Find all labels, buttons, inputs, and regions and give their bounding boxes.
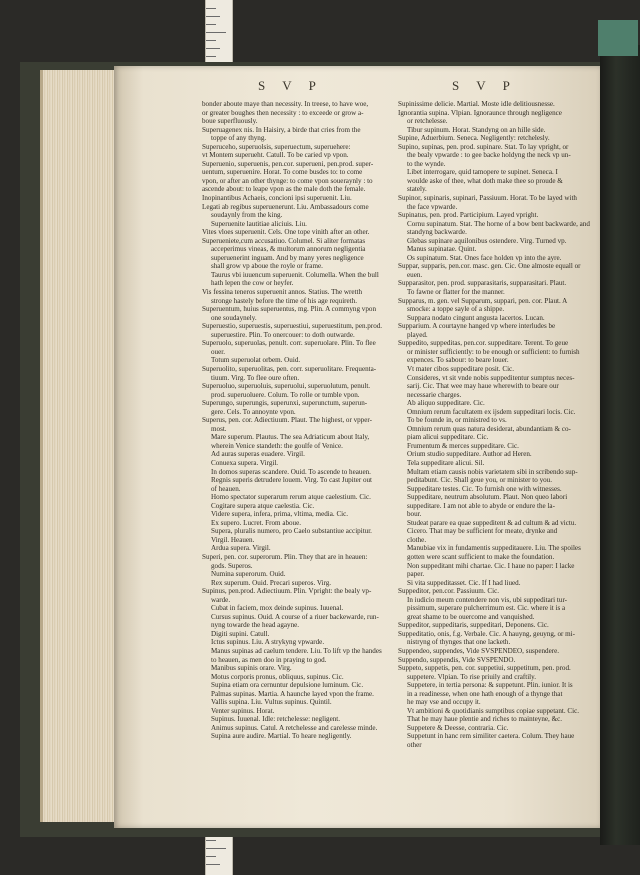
entry-line: stronge hastely before the time of his age requireth. — [211, 296, 357, 305]
entry-line: Tibur supinum. Horat. Standyng on an hille side. — [407, 125, 546, 134]
entry-line: uentum, superuenire. Horat. To come busdes to: to come — [202, 168, 363, 177]
entry-line: Multam etiam causis nobis varietatem sibi in scribendo sup- — [407, 467, 578, 476]
entry-line: Suppeditare testes. Cic. To furnish one with witnesses. — [407, 484, 562, 493]
entry-line: vt Montem superueht. Catull. To be caried vp vpon. — [202, 151, 349, 160]
entry-line: Supparium. A courtayne hanged vp where interludes be — [398, 322, 556, 331]
entry-line: Palmas supinas. Martia. A haunche layed vpon the frame. — [211, 689, 374, 698]
entry-line: Suppeditor, suppeditaris, suppeditari, Deponens. Cic. — [398, 621, 549, 630]
entry-line: Glebas supinare aquilonibus ostendere. Virg. Turned vp. — [407, 236, 567, 245]
entry-line: prod. superuoluere. Colum. To rolle or tumble vpon. — [211, 390, 360, 399]
entry-line: shall grow vp aboue the royle or frame. — [211, 262, 323, 271]
entry-line: Supino, supinas, pen. prod. supinare. Stat. To lay vpright, or — [398, 142, 569, 151]
entry-line: Superuagenex nis. In Haisiry, a birde that cries from the — [202, 125, 361, 134]
entry-line: bonder aboute maye than necessity. In treese, to have woe, — [202, 100, 369, 108]
entry-line: Superueniete,cum accusatiuo. Columel. Si aliter formatas — [202, 236, 366, 245]
entry-line: superuestire. Plin. To onercouer: to doth outwarde. — [211, 330, 355, 339]
entry-line: Homo spectator superarum rerum atque caelestium. Cic. — [211, 493, 371, 502]
entry-line: In domos superas scandere. Ouid. To ascende to heauen. — [211, 467, 371, 476]
entry-line: Ictus supinus. Liu. A strykyng vpwarde. — [211, 638, 325, 647]
dictionary-column-left — [202, 100, 398, 741]
entry-line: Si vita suppeditasset. Cic. If I had liued. — [407, 578, 521, 587]
entry-line: great shame to be ouercome and vanquished. — [407, 612, 535, 621]
entry-line: Superuolito, superuolitas, pen. corr. superuolitare. Frequenta- — [202, 364, 377, 373]
entry-line: Motus corporis pronus, obliquus, supinus. Cic. — [211, 672, 344, 681]
entry-line: expences. To sabour: to beare louer. — [407, 356, 509, 365]
entry-line: acceperimus vineas, & multorum annorum negligentia — [211, 245, 366, 254]
entry-line: Cogitare supera atque caelestia. Cic. — [211, 501, 315, 510]
entry-line: Cursus supinus. Ouid. A course of a riuer backewarde, run- — [211, 612, 379, 621]
entry-line: Superuolo, superuolas, penult. corr. superuolare. Plin. To flee — [202, 339, 376, 348]
entry-line: vpon, or after an other thynge: to come vpon soueraynly : to — [202, 176, 373, 185]
dictionary-column-right — [398, 100, 594, 750]
entry-line: Suppara nodato cingunt angusta lacertos. Lucan. — [407, 313, 545, 322]
entry-line: Omnium rerum facultatem ex ijsdem suppeditari locis. Cic. — [407, 407, 576, 416]
entry-line: Totum superuolat orbem. Ouid. — [211, 356, 301, 365]
entry-line: other — [407, 741, 422, 750]
entry-line: Studeat parare ea quae suppeditent & ad cultum & ad victu. — [407, 518, 577, 527]
entry-line: Non suppeditant mihi chartae. Cic. I haue no paper: I lacke — [407, 561, 575, 570]
entry-line: Suppeditare, neutrum absolutum. Plaut. Non queo labori — [407, 493, 568, 502]
entry-line: standyng backwarde. — [407, 228, 467, 237]
entry-line: Suppeto, suppetis, pen. cor. suppetiui, suppetitum, pen. prod. — [398, 664, 571, 673]
entry-line: To be founde in, or ministred to vs. — [407, 416, 507, 425]
entry-line: Regnis superis detrudere louem. Virg. To cast Jupiter out — [211, 476, 373, 485]
entry-line: Conuexa supera. Virgil. — [211, 458, 279, 467]
entry-line: Supine, Aduerbium. Seneca. Negligently: retchelesly. — [398, 134, 550, 143]
entry-line: necessarie charges. — [407, 390, 462, 399]
entry-line: hath lepen the cow or heyfer. — [211, 279, 294, 288]
ruler-bottom — [205, 832, 233, 875]
entry-line: Manibus supinis orare. Virg. — [211, 664, 292, 673]
entry-line: Orium studio suppeditare. Author ad Heren. — [407, 450, 532, 459]
entry-line: most. — [211, 424, 227, 433]
entry-line: To fawne or flatter for the manner. — [407, 288, 505, 297]
entry-line: Cubat in faciem, mox deinde supinus. Iuuenal. — [211, 604, 344, 613]
entry-line: Supinor, supinaris, supinari, Passiuum. Horat. To be layed with — [398, 194, 577, 203]
entry-line: Cicero. That may be sufficient for meate, drynke and — [407, 527, 558, 536]
entry-line: or minister sufficiently: to be enough or sufficient: to furnish — [407, 347, 580, 356]
entry-line: In iudicio meum contendere non vis, ubi suppeditari tur- — [407, 595, 568, 604]
entry-line: of heauen. — [211, 484, 241, 493]
entry-line: Supina etiam ora cernuntur depulsione luminum. Cic. — [211, 681, 364, 690]
entry-line: Superuoluo, superuoluis, superuolui, superuolutum, penult. — [202, 382, 371, 391]
entry-line: euen. — [407, 270, 423, 279]
entry-line: Superi, pen. cor. superorum. Plin. They that are in heauen: — [202, 552, 368, 561]
entry-line: That he may haue plentie and riches to mainteyne, &c. — [407, 715, 563, 724]
book-fore-edge — [600, 45, 640, 845]
entry-line: one soudaynely. — [211, 313, 257, 322]
entry-line: Manus supinas ad caelum tendere. Liu. To lift vp the handes — [211, 647, 382, 655]
entry-line: Suppetere & Deesse, contraria. Cic. — [407, 723, 509, 732]
entry-line: piam alicui suppeditare. Cic. — [407, 433, 489, 442]
entry-line: Suppeditatio, onis, f.g. Verbale. Cic. A hauyng, geuyng, or mi- — [398, 629, 575, 638]
entry-line: Numina superorum. Ouid. — [211, 570, 286, 579]
entry-line: Venter supinus. Horat. — [211, 706, 275, 715]
entry-line: paper. — [407, 570, 425, 579]
entry-line: Superungo, superungis, superunxi, superunctum, superun- — [202, 399, 368, 408]
entry-line: Ad auras superas euadere. Virgil. — [211, 450, 305, 459]
entry-line: Rex superum. Ouid. Precari superos. Virg. — [211, 578, 332, 587]
entry-line: sarij. Cic. That wee may haue wherewith to beare our — [407, 382, 559, 391]
entry-line: to the wynde. — [407, 159, 446, 168]
entry-line: he may vse and occupy it. — [407, 698, 481, 707]
green-tab — [598, 20, 638, 56]
entry-line: Taurus vbi iuuencum superuenit. Columella. When the bull — [211, 270, 379, 279]
running-header-right: S V P — [452, 78, 517, 93]
entry-line: Inopinantibus Achaeis, concioni ipsi superuenit. Liu. — [202, 194, 352, 203]
entry-line: Suppedito, suppeditas, pen.cor. suppeditare. Terent. To geue — [398, 339, 569, 348]
entry-line: Supinus, pen.prod. Adiectiuum. Plin. Vpright: the bealy vp- — [202, 587, 372, 596]
entry-line: Supera, pluralis numero, pro Caelo substantiue accipitur. — [211, 527, 372, 536]
entry-line: pissimum, superare pulcherrimum est. Cic. where it is a — [407, 604, 566, 613]
entry-line: Consideres, vt sit vnde nobis suppeditentur sumptus neces- — [407, 373, 575, 382]
book-page-edges — [40, 70, 123, 822]
running-header-left: S V P — [258, 78, 323, 93]
entry-line: boue superfluously. — [202, 117, 258, 126]
entry-line: gotten were scant sufficient to make the foundation. — [407, 552, 555, 561]
entry-line: Vites vloes superuenit. Cels. One tope vinith after an other. — [202, 228, 370, 237]
entry-line: nistryng of thynges that one lacketh. — [407, 638, 511, 647]
entry-line: Os supinatum. Stat. Ones face holden vp into the ayre. — [407, 253, 562, 262]
entry-line: nyng towarde the head agayne. — [211, 621, 300, 630]
entry-line: bour. — [407, 510, 422, 519]
entry-line: Ab aliquo suppeditare. Cic. — [407, 399, 485, 408]
entry-line: Superuestio, superuestis, superuestiui, superuestitum, pen.prod. — [202, 322, 383, 331]
entry-line: Virgil. Heauen. — [211, 535, 255, 544]
entry-line: ascende about: to leape vpon as the male doth the female. — [202, 185, 366, 194]
entry-line: Suppendeo, suppendes, Vide SVSPENDEO, suspendere. — [398, 647, 560, 655]
entry-line: tiuum. Virg. To flee oure often. — [211, 373, 300, 382]
entry-line: Libet interrogare, quid tamopere te supinet. Seneca. I — [407, 168, 558, 177]
entry-line: gods. Superos. — [211, 561, 253, 570]
entry-line: Tela suppeditare alicui. Sil. — [407, 458, 485, 467]
entry-line: Supinus. Iuuenal. Idle: retchelesse: negligent. — [211, 715, 341, 724]
entry-line: Superuenio, superuenis, pen.cor. superueni, pen.prod. super- — [202, 159, 374, 168]
entry-line: toppe of any thyng. — [211, 134, 267, 143]
entry-line: Frumentum & merces suppeditare. Cic. — [407, 441, 519, 450]
entry-line: Digiti supini. Catull. — [211, 629, 270, 638]
entry-line: or greater boughes then necessity : to exceede or grow a- — [202, 108, 364, 117]
entry-line: Mare superum. Plautus. The sea Adriaticum about Italy, — [211, 433, 370, 442]
entry-line: Superus, pen. cor. Adiectiuum. Plaut. The highest, or vpper- — [202, 416, 372, 425]
entry-line: Omnium rerum quas natura desiderat, abundantiam & co- — [407, 424, 571, 433]
entry-line: to heauen, as men doo in praying to god. — [211, 655, 327, 664]
entry-line: suppeditare. I am not able to abyde or endure the la- — [407, 501, 555, 510]
entry-line: Vt mater cibos suppeditare posit. Cic. — [407, 364, 514, 373]
entry-line: played. — [407, 330, 428, 339]
entry-line: Suppetunt in hanc rem similiter caetera. Colum. They haue — [407, 732, 575, 741]
entry-line: Suppeditor, pen.cor. Passiuum. Cic. — [398, 587, 499, 596]
entry-line: Cornu supinatum. Stat. The horne of a bow bent backwarde, and — [407, 219, 590, 228]
entry-line: Vt ambitioni & quotidianis sumptibus copiae suppetant. Cic. — [407, 706, 580, 715]
entry-line: Superuceho, superuolsis, superuectum, superuehere: — [202, 142, 351, 151]
ruler-top — [205, 0, 233, 62]
entry-line: Supinatus, pen. prod. Participium. Layed vpright. — [398, 211, 539, 220]
entry-line: smocke: a toppe sayle of a shippe. — [407, 305, 505, 314]
entry-line: woulde aske of thee, what doth make thee so proude & — [407, 176, 563, 185]
entry-line: Ex supero. Lucret. From aboue. — [211, 518, 302, 527]
entry-line: the face vpwarde. — [407, 202, 458, 211]
entry-line: Supina aure audire. Martial. To heare negligently. — [211, 732, 352, 741]
entry-line: superuenerint inguam. And by many yeres negligence — [211, 253, 364, 262]
entry-line: Videre supera, infera, prima, vltima, media. Cic. — [211, 510, 349, 519]
entry-line: Manubiae vix in fundamentis suppeditauere. Liu. The spoiles — [407, 544, 581, 553]
entry-line: Supparasitor, pen. prod. supparasitaris, supparasitari. Plaut. — [398, 279, 567, 288]
entry-line: wherein Venice standeth: the goulfe of Venice. — [211, 441, 343, 450]
entry-line: ouer. — [211, 347, 225, 356]
entry-line: Suppendo, suppendis, Vide SVSPENDO. — [398, 655, 516, 664]
entry-line: Superuentum, huius superuentus, mg. Plin. A commyng vpon — [202, 305, 376, 314]
entry-line: Ignorantia supina. Vlpian. Ignoraunce through negligence — [398, 108, 562, 117]
entry-line: warde. — [211, 595, 231, 604]
entry-line: stately. — [407, 185, 427, 194]
entry-line: Vis fessina teneros superuenit annos. Statius. The wretth — [202, 288, 363, 297]
entry-line: Ardua supera. Virgil. — [211, 544, 271, 553]
entry-line: or retchelesse. — [407, 117, 448, 126]
entry-line: the bealy vpwarde : to gee backe holdyng the neck vp un- — [407, 151, 571, 160]
entry-line: Suppar, supparis, pen.cor. masc. gen. Cic. One almoste equall or — [398, 262, 581, 271]
entry-line: Suppetere, in tertia persona: & suppetunt. Plin. iunior. It is — [407, 681, 573, 690]
entry-line: Superuenite lautitiae aliciuis. Liu. — [211, 219, 307, 228]
entry-line: Supinissime delicie. Martial. Moste idle delitiousnesse. — [398, 100, 555, 108]
entry-line: peditabunt. Cic. Shall geue you, or minister to you. — [407, 476, 553, 485]
entry-line: soudaynly from the king. — [211, 211, 283, 220]
entry-line: gere. Cels. To annoynte vpon. — [211, 407, 296, 416]
entry-line: Vallis supina. Liu. Vultus supinus. Quintil. — [211, 698, 332, 707]
entry-line: Supparus, m. gen. vel Supparum, suppari, pen. cor. Plaut. A — [398, 296, 568, 305]
entry-line: Manus supinatae. Quint. — [407, 245, 477, 254]
entry-line: Legati ab regibus superuenerunt. Liu. Ambassadours come — [202, 202, 369, 211]
entry-line: Animus supinus. Catul. A retchelesse and carelesse minde. — [211, 723, 378, 732]
entry-line: clothe. — [407, 535, 427, 544]
entry-line: in a readinesse, when one hath enough of a thynge that — [407, 689, 563, 698]
entry-line: suppetere. Vlpian. To rise priuily and craftily. — [407, 672, 536, 681]
